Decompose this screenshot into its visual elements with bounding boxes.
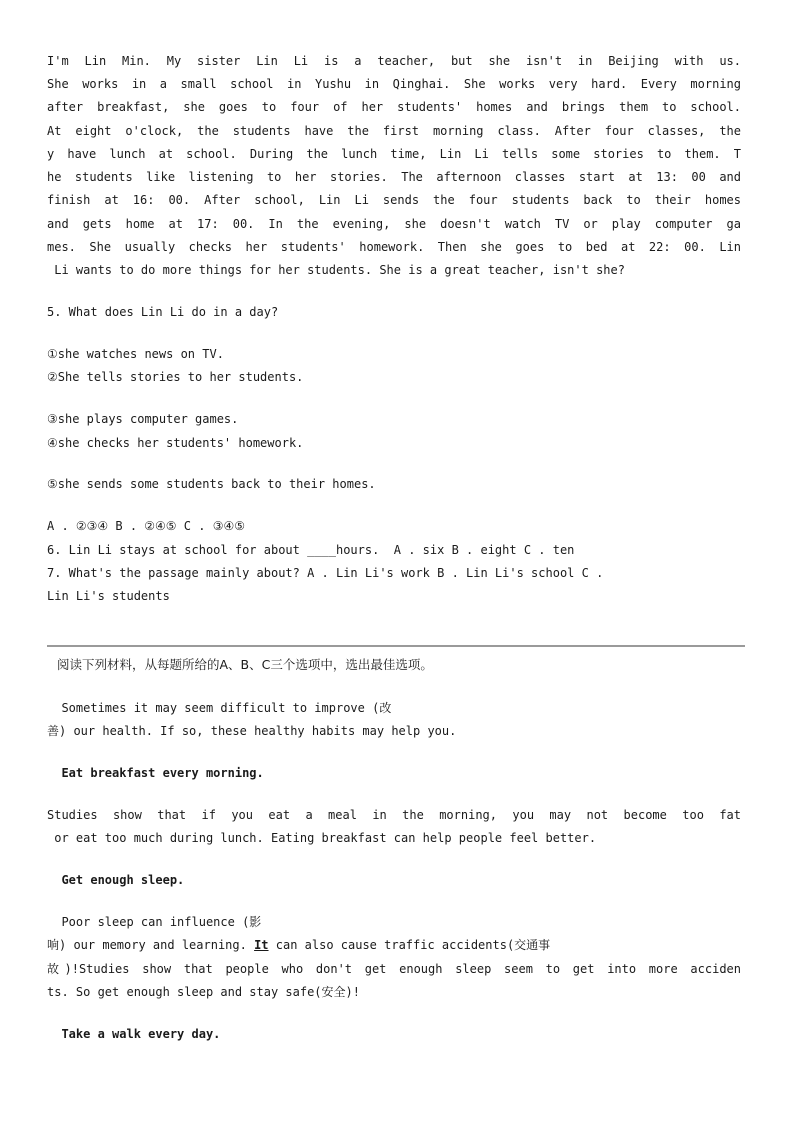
- question-7-continued: Lin Li's students: [47, 589, 170, 603]
- habit-heading: Take a walk every day.: [47, 1027, 221, 1041]
- habit-heading: Eat breakfast every morning.: [47, 766, 264, 780]
- paragraph-text: can also cause traffic accidents(交通事: [268, 938, 551, 952]
- passage-line: At eight o'clock, the students have the first morning class. After four classes, the: [47, 124, 741, 138]
- passage-line: he students like listening to her stories. The afternoon classes start at 13: 00 and: [47, 170, 741, 184]
- paragraph-line: [47, 937, 741, 953]
- option-1: ①she watches news on TV.: [47, 347, 224, 361]
- section-divider: [47, 645, 745, 647]
- passage-line: and gets home at 17: 00. In the evening, she doesn't watch TV or play computer ga: [47, 217, 741, 231]
- paragraph-line: 故)!Studies show that people who don't get enough sleep seem to get into more acciden: [47, 962, 741, 976]
- habit-heading: Get enough sleep.: [47, 873, 185, 887]
- option-5: ⑤she sends some students back to their homes.: [47, 477, 376, 491]
- paragraph-line: ts. So get enough sleep and stay safe(安全)!: [47, 985, 360, 999]
- underlined-word: It: [254, 938, 269, 952]
- option-3: ③she plays computer games.: [47, 412, 239, 426]
- option-4: ④she checks her students' homework.: [47, 436, 304, 450]
- passage-line: y have lunch at school. During the lunch time, Lin Li tells some stories to them. T: [47, 147, 741, 161]
- question-5-answers: A . ②③④ B . ②④⑤ C . ③④⑤: [47, 519, 245, 533]
- option-2: ②She tells stories to her students.: [47, 370, 304, 384]
- paragraph-line: Poor sleep can influence (影: [47, 915, 262, 929]
- passage-line: She works in a small school in Yushu in Qinghai. She works very hard. Every morning: [47, 77, 741, 91]
- section-instruction: 阅读下列材料，从每题所给的A、B、C三个选项中，选出最佳选项。: [57, 657, 433, 672]
- paragraph-line: Studies show that if you eat a meal in the morning, you may not become too fat: [47, 808, 741, 822]
- paragraph-text: 响) our memory and learning.: [47, 938, 255, 952]
- question-6: 6. Lin Li stays at school for about ____hours. A . six B . eight C . ten: [47, 543, 575, 557]
- intro-line: Sometimes it may seem difficult to improve (改: [47, 701, 392, 715]
- passage-line: after breakfast, she goes to four of her students' homes and brings them to school.: [47, 100, 741, 114]
- paragraph-line: or eat too much during lunch. Eating breakfast can help people feel better.: [47, 831, 597, 845]
- passage-line: finish at 16: 00. After school, Lin Li sends the four students back to their homes: [47, 193, 741, 207]
- passage-line: mes. She usually checks her students' homework. Then she goes to bed at 22: 00. Lin: [47, 240, 741, 254]
- passage-line: I'm Lin Min. My sister Lin Li is a teacher, but she isn't in Beijing with us.: [47, 54, 741, 68]
- question-5: 5. What does Lin Li do in a day?: [47, 305, 279, 319]
- intro-line: 善) our health. If so, these healthy habits may help you.: [47, 724, 457, 738]
- question-7: 7. What's the passage mainly about? A . Lin Li's work B . Lin Li's school C .: [47, 566, 604, 580]
- passage-line: Li wants to do more things for her students. She is a great teacher, isn't she?: [47, 263, 625, 277]
